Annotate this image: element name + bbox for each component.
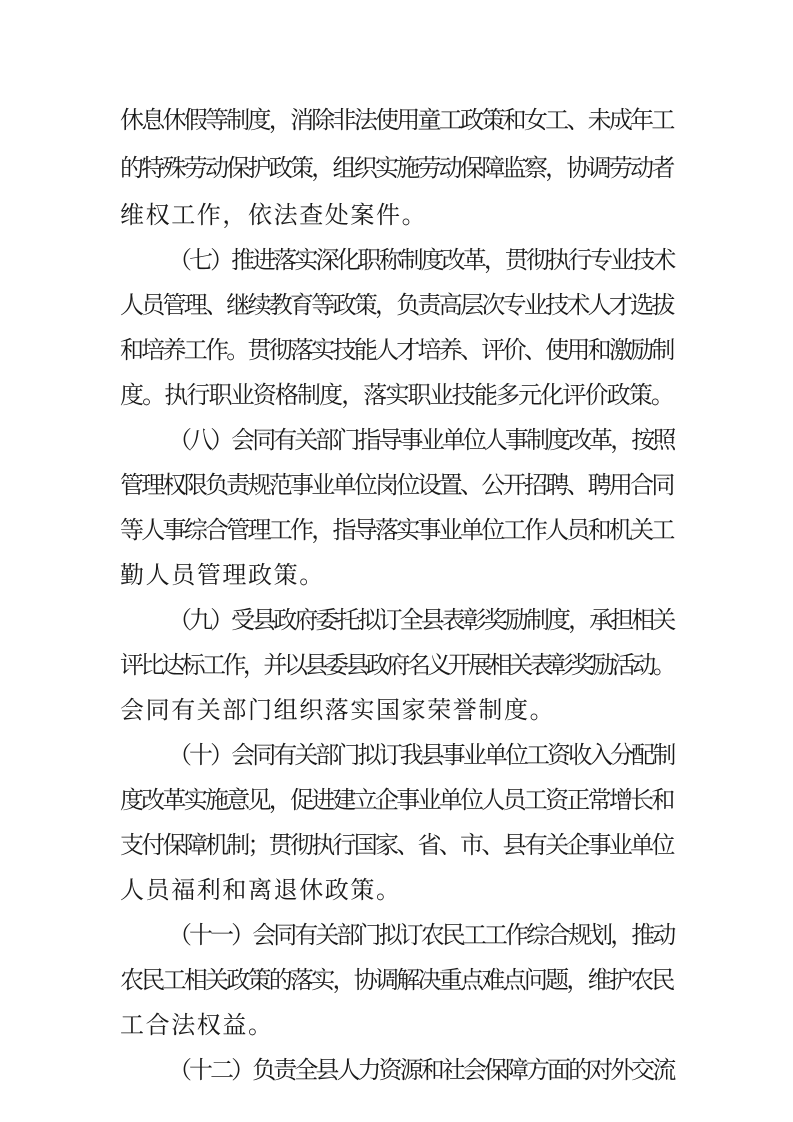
- text-line: 和培养工作。贯彻落实技能人才培养、评价、使用和激励制: [120, 336, 673, 364]
- text-line: 度。执行职业资格制度，落实职业技能多元化评价政策。: [120, 381, 673, 409]
- text-line: 农民工相关政策的落实，协调解决重点难点问题，维护农民: [120, 966, 673, 994]
- paragraph-heading-8: （八）会同有关部门指导事业单位人事制度改革，按照: [168, 426, 674, 454]
- text-line: 评比达标工作，并以县委县政府名义开展相关表彰奖励活动。: [120, 651, 674, 679]
- text-line: 人员管理、继续教育等政策，负责高层次专业技术人才选拔: [120, 291, 673, 319]
- paragraph-heading-12: （十二）负责全县人力资源和社会保障方面的对外交流: [168, 1056, 674, 1084]
- text-line: 人员福利和离退休政策。: [120, 876, 402, 904]
- text-line: 支付保障机制；贯彻执行国家、省、市、县有关企事业单位: [120, 831, 673, 859]
- text-line: 休息休假等制度，消除非法使用童工政策和女工、未成年工: [120, 106, 673, 134]
- text-line: 工合法权益。: [120, 1011, 274, 1039]
- text-line: 的特殊劳动保护政策，组织实施劳动保障监察，协调劳动者: [120, 154, 673, 182]
- paragraph-heading-11: （十一）会同有关部门拟订农民工工作综合规划，推动: [168, 921, 674, 949]
- text-line: 维权工作，依法查处案件。: [120, 201, 428, 229]
- text-line: 勤人员管理政策。: [120, 561, 325, 589]
- text-line: 会同有关部门组织落实国家荣誉制度。: [120, 696, 556, 724]
- paragraph-heading-10: （十）会同有关部门拟订我县事业单位工资收入分配制: [168, 741, 674, 769]
- text-line: 等人事综合管理工作，指导落实事业单位工作人员和机关工: [120, 516, 673, 544]
- text-line: 度改革实施意见，促进建立企事业单位人员工资正常增长和: [120, 786, 673, 814]
- paragraph-heading-9: （九）受县政府委托拟订全县表彰奖励制度，承担相关: [168, 606, 674, 634]
- text-line: 管理权限负责规范事业单位岗位设置、公开招聘、聘用合同: [120, 471, 673, 499]
- paragraph-heading-7: （七）推进落实深化职称制度改革，贯彻执行专业技术: [168, 246, 674, 274]
